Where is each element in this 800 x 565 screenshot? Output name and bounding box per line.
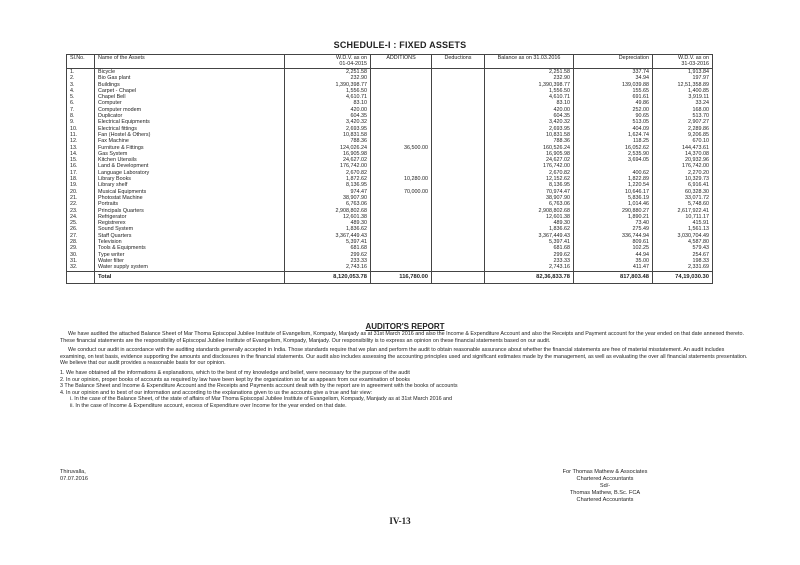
row-wdv-close: 20,932.96 xyxy=(653,157,713,163)
row-depreciation: 118.25 xyxy=(574,138,653,144)
row-slno: 18. xyxy=(67,176,95,182)
signatory-name: Thomas Mathew, B.Sc. FCA xyxy=(569,490,641,496)
row-name: Buildings xyxy=(95,82,285,88)
row-depreciation: 5,836.19 xyxy=(574,195,653,201)
row-balance: 5,397.41 xyxy=(485,239,574,245)
row-wdv-open: 1,390,398.77 xyxy=(285,82,371,88)
row-balance: 1,556.50 xyxy=(485,88,574,94)
row-deductions xyxy=(432,264,485,271)
row-name: Computer modem xyxy=(95,107,285,113)
row-wdv-open: 1,872.62 xyxy=(285,176,371,182)
row-wdv-open: 8,136.95 xyxy=(285,182,371,188)
row-balance: 12,601.38 xyxy=(485,214,574,220)
row-wdv-close: 144,473.61 xyxy=(653,145,713,151)
row-wdv-open: 24,627.02 xyxy=(285,157,371,163)
row-name: Fax Machine xyxy=(95,138,285,144)
table-row xyxy=(67,69,713,76)
row-wdv-close: 12,51,358.89 xyxy=(653,82,713,88)
row-slno: 3. xyxy=(67,82,95,88)
row-slno: 21. xyxy=(67,195,95,201)
row-wdv-close: 3,919.11 xyxy=(653,94,713,100)
row-balance: 10,831.58 xyxy=(485,132,574,138)
row-depreciation: 1,890.21 xyxy=(574,214,653,220)
row-balance: 2,670.82 xyxy=(485,170,574,176)
row-slno: 17. xyxy=(67,170,95,176)
report-item-1: 1. We have obtained all the informations & explanations, which to the best of my knowledge and belief, were necessary for the purpose of the audit xyxy=(60,369,410,376)
row-name: Electrical Equipments xyxy=(95,119,285,125)
row-wdv-close: 198.33 xyxy=(653,258,713,264)
row-slno: 8. xyxy=(67,113,95,119)
row-slno: 20. xyxy=(67,189,95,195)
row-depreciation: 49.86 xyxy=(574,100,653,106)
row-name: Water filter xyxy=(95,258,285,264)
date: 07.07.2016 xyxy=(60,476,88,482)
col-wdv-open: W.D.V. as on 01-04-2015 xyxy=(285,55,371,69)
col-deductions: Deductions xyxy=(432,55,485,69)
signature-block xyxy=(525,469,685,504)
row-slno: 10. xyxy=(67,126,95,132)
report-item-3: 3 The Balance Sheet and Income & Expenditure Account and the Receipts and Payments account dealt with by the report are in agreement with the books of accounts xyxy=(60,383,458,390)
row-balance: 2,908,802.68 xyxy=(485,208,574,214)
fixed-assets-table xyxy=(66,54,713,284)
row-balance: 2,251.58 xyxy=(485,69,574,76)
place-date xyxy=(60,469,88,483)
signatory-type: Chartered Accountants xyxy=(576,497,634,503)
row-additions xyxy=(371,69,432,76)
row-wdv-close: 2,289.86 xyxy=(653,126,713,132)
row-name: Gas System xyxy=(95,151,285,157)
row-name: Language Laboratory xyxy=(95,170,285,176)
firm-name: For Thomas Mathew & Associates xyxy=(562,469,648,475)
row-wdv-close: 579.43 xyxy=(653,245,713,251)
signed-mark: Sd/- xyxy=(599,483,611,489)
row-slno: 31. xyxy=(67,258,95,264)
col-wdv-close: W.D.V. as on 31-03-2016 xyxy=(653,55,713,69)
row-name: Principals Quarters xyxy=(95,208,285,214)
row-wdv-close: 415.91 xyxy=(653,220,713,226)
row-depreciation: 252.00 xyxy=(574,107,653,113)
row-wdv-open: 2,908,802.68 xyxy=(285,208,371,214)
report-paragraph-1: We have audited the attached Balance Sheet of Mar Thoma Episcopal Jubilee Institute of Evangelism, Kompady, Manjady as at 31st March 2016 and also the Income & Expenditure Account and also the Receipts and Payment account for the year ended on that date annexed thereto. These financial statements are the responsibility of Episcopal Jubilee Institute of Evangelism, Kompady, Manjady. Our responsibility is to express an opinion on these financial statements based on our audit. xyxy=(60,331,745,344)
row-depreciation: 513.05 xyxy=(574,119,653,125)
place: Thiruvalla, xyxy=(60,469,86,475)
row-balance: 299.62 xyxy=(485,252,574,258)
row-wdv-close: 513.70 xyxy=(653,113,713,119)
row-wdv-open: 1,556.50 xyxy=(285,88,371,94)
row-balance: 3,367,449.43 xyxy=(485,233,574,239)
row-wdv-open: 3,420.32 xyxy=(285,119,371,125)
row-name: Tools & Equipments xyxy=(95,245,285,251)
row-depreciation: 10,646.17 xyxy=(574,189,653,195)
report-item-4-i: i. In the case of the Balance Sheet, of the state of affairs of Mar Thoma Episcopal Jubilee Institute of Evangelism, Kompady, Manjady as at 31st March 2016 and xyxy=(70,396,453,403)
row-balance: 160,526.24 xyxy=(485,145,574,151)
row-name: Computer xyxy=(95,100,285,106)
row-depreciation: 809.61 xyxy=(574,239,653,245)
row-wdv-close: 10,329.73 xyxy=(653,176,713,182)
row-wdv-close: 176,742.00 xyxy=(653,163,713,169)
row-balance: 16,905.98 xyxy=(485,151,574,157)
row-balance: 70,974.47 xyxy=(485,189,574,195)
total-row xyxy=(67,271,713,283)
row-slno: 28. xyxy=(67,239,95,245)
report-title: AUDITOR'S REPORT xyxy=(365,322,445,331)
row-wdv-open: 2,251.58 xyxy=(285,69,371,76)
row-wdv-close: 2,270.20 xyxy=(653,170,713,176)
row-wdv-open: 1,836.62 xyxy=(285,226,371,232)
row-name: Sound System xyxy=(95,226,285,232)
row-slno: 19. xyxy=(67,182,95,188)
row-wdv-open: 788.36 xyxy=(285,138,371,144)
row-wdv-open: 124,026.24 xyxy=(285,145,371,151)
row-wdv-close: 33.24 xyxy=(653,100,713,106)
row-slno: 5. xyxy=(67,94,95,100)
total-balance: 82,36,833.78 xyxy=(485,271,574,283)
row-balance: 489.30 xyxy=(485,220,574,226)
col-additions: ADDITIONS xyxy=(371,55,432,69)
row-balance: 232.90 xyxy=(485,75,574,81)
row-balance: 3,420.32 xyxy=(485,119,574,125)
row-balance: 4,610.71 xyxy=(485,94,574,100)
row-additions xyxy=(371,264,432,271)
row-slno: 30. xyxy=(67,252,95,258)
row-slno: 11. xyxy=(67,132,95,138)
row-wdv-open: 3,367,449.43 xyxy=(285,233,371,239)
row-balance: 12,152.62 xyxy=(485,176,574,182)
row-slno: 15. xyxy=(67,157,95,163)
row-depreciation: 35.00 xyxy=(574,258,653,264)
row-depreciation: 3,694.05 xyxy=(574,157,653,163)
row-wdv-close: 14,370.08 xyxy=(653,151,713,157)
row-name: Portraits xyxy=(95,201,285,207)
row-wdv-open: 5,397.41 xyxy=(285,239,371,245)
row-wdv-open: 2,670.82 xyxy=(285,170,371,176)
row-balance: 1,836.62 xyxy=(485,226,574,232)
row-balance: 420.00 xyxy=(485,107,574,113)
row-balance: 38,907.90 xyxy=(485,195,574,201)
row-wdv-open: 974.47 xyxy=(285,189,371,195)
row-depreciation: 1,624.74 xyxy=(574,132,653,138)
row-slno: 9. xyxy=(67,119,95,125)
row-depreciation: 16,052.62 xyxy=(574,145,653,151)
row-name: Registrerex xyxy=(95,220,285,226)
row-wdv-close: 2,907.27 xyxy=(653,119,713,125)
row-wdv-close: 1,400.85 xyxy=(653,88,713,94)
report-item-4: 4. In our opinion and to best of our information and according to the explanations given to us the accounts give a true and fair view: xyxy=(60,389,372,396)
row-wdv-close: 9,206.85 xyxy=(653,132,713,138)
row-deductions xyxy=(432,69,485,76)
row-wdv-close: 670.10 xyxy=(653,138,713,144)
row-balance: 2,693.95 xyxy=(485,126,574,132)
row-wdv-open: 38,907.90 xyxy=(285,195,371,201)
row-name: Furniture & Fittings xyxy=(95,145,285,151)
row-wdv-close: 4,587.80 xyxy=(653,239,713,245)
row-balance: 1,390,398.77 xyxy=(485,82,574,88)
row-wdv-close: 5,748.60 xyxy=(653,201,713,207)
row-slno: 22. xyxy=(67,201,95,207)
total-label: Total xyxy=(95,271,285,283)
row-wdv-open: 489.30 xyxy=(285,220,371,226)
row-depreciation: 336,744.94 xyxy=(574,233,653,239)
row-wdv-close: 254.67 xyxy=(653,252,713,258)
row-wdv-open: 83.10 xyxy=(285,100,371,106)
col-balance: Balance as on 31.03.2016 xyxy=(485,55,574,69)
col-name: Name of the Assets xyxy=(95,55,285,69)
row-depreciation: 691.61 xyxy=(574,94,653,100)
row-additions: 36,500.00 xyxy=(371,145,432,151)
table-header-row xyxy=(67,55,713,69)
row-slno: 16. xyxy=(67,163,95,169)
row-depreciation: 1,014.46 xyxy=(574,201,653,207)
row-slno: 4. xyxy=(67,88,95,94)
col-slno: Sl.No. xyxy=(67,55,95,69)
row-slno: 2. xyxy=(67,75,95,81)
row-name: Refrigerator xyxy=(95,214,285,220)
row-wdv-open: 233.33 xyxy=(285,258,371,264)
row-slno: 6. xyxy=(67,100,95,106)
row-wdv-open: 299.62 xyxy=(285,252,371,258)
report-item-4-ii: ii. In the case of Income & Expenditure account, excess of Expenditure over Income for the year ended on that date. xyxy=(70,402,347,409)
row-balance: 788.36 xyxy=(485,138,574,144)
row-name: Bicycle xyxy=(95,69,285,76)
firm-type: Chartered Accountants xyxy=(576,476,634,482)
row-wdv-close: 10,711.17 xyxy=(653,214,713,220)
row-depreciation: 44.94 xyxy=(574,252,653,258)
row-name: Bio Gas plant xyxy=(95,75,285,81)
table-row xyxy=(67,264,713,271)
auditors-report xyxy=(60,322,750,410)
row-additions: 10,280.00 xyxy=(371,176,432,182)
row-wdv-open: 6,763.06 xyxy=(285,201,371,207)
row-name: Photostat Machine xyxy=(95,195,285,201)
row-depreciation: 2,535.90 xyxy=(574,151,653,157)
row-name: Type writer xyxy=(95,252,285,258)
row-wdv-close: 168.00 xyxy=(653,107,713,113)
row-depreciation: 1,220.54 xyxy=(574,182,653,188)
row-slno: 29. xyxy=(67,245,95,251)
row-wdv-close: 33,071.72 xyxy=(653,195,713,201)
row-balance: 24,627.02 xyxy=(485,157,574,163)
row-name: Water supply system xyxy=(95,264,285,271)
row-slno: 23. xyxy=(67,208,95,214)
row-depreciation: 400.62 xyxy=(574,170,653,176)
row-slno: 26. xyxy=(67,226,95,232)
row-wdv-close: 6,916.41 xyxy=(653,182,713,188)
row-slno: 14. xyxy=(67,151,95,157)
row-wdv-close: 1,561.13 xyxy=(653,226,713,232)
row-balance: 233.33 xyxy=(485,258,574,264)
row-wdv-close: 60,328.30 xyxy=(653,189,713,195)
row-slno: 27. xyxy=(67,233,95,239)
row-slno: 32. xyxy=(67,264,95,271)
row-name: Chapel Bell xyxy=(95,94,285,100)
row-wdv-close: 1,913.84 xyxy=(653,69,713,76)
row-wdv-open: 232.90 xyxy=(285,75,371,81)
row-slno: 24. xyxy=(67,214,95,220)
row-wdv-close: 2,331.69 xyxy=(653,264,713,271)
row-depreciation: 90.65 xyxy=(574,113,653,119)
row-wdv-open: 2,693.95 xyxy=(285,126,371,132)
row-wdv-close: 3,030,704.49 xyxy=(653,233,713,239)
row-name: Land & Development xyxy=(95,163,285,169)
row-name: Fan (Hostel & Others) xyxy=(95,132,285,138)
row-wdv-close: 2,617,922.41 xyxy=(653,208,713,214)
row-depreciation: 73.40 xyxy=(574,220,653,226)
row-wdv-open: 10,831.58 xyxy=(285,132,371,138)
row-slno: 25. xyxy=(67,220,95,226)
page-number: IV-13 xyxy=(389,516,411,526)
report-item-2: 2. In our opinion, proper books of accounts as required by law have been kept by the organization so far as appears from our examination of books xyxy=(60,376,411,383)
row-slno: 1. xyxy=(67,69,95,76)
row-wdv-open: 12,601.38 xyxy=(285,214,371,220)
row-balance: 2,743.16 xyxy=(485,264,574,271)
report-paragraph-2: We conduct our audit in accordance with the auditing standards generally accepted in India. Those standards require that we plan and perform the audit to obtain reasonable assurance about whether the financial statements are free of material misstatement. An audit includes examining, on test basis, evidence supporting the amounts and disclosures in the financial statements. Our audit also includes assessing the accounting principles used and significant estimates made by the management, as well as evaluating the over all financial statements presentation. We believe that our audit provides a reasonable basis for our opinion. xyxy=(60,347,748,367)
row-name: Musical Equipments xyxy=(95,189,285,195)
row-additions: 70,000.00 xyxy=(371,189,432,195)
row-slno: 12. xyxy=(67,138,95,144)
col-depreciation: Depreciation xyxy=(574,55,653,69)
total-wdv-close: 74,19,030.30 xyxy=(653,271,713,283)
row-name: Electrical fittings xyxy=(95,126,285,132)
row-balance: 176,742.00 xyxy=(485,163,574,169)
total-deductions xyxy=(432,271,485,283)
row-depreciation: 34.94 xyxy=(574,75,653,81)
row-name: Carpet - Chapel xyxy=(95,88,285,94)
total-depreciation: 817,803.48 xyxy=(574,271,653,283)
row-name: Kitchen Utensils xyxy=(95,157,285,163)
row-name: Television xyxy=(95,239,285,245)
row-wdv-open: 681.68 xyxy=(285,245,371,251)
row-depreciation: 404.09 xyxy=(574,126,653,132)
row-depreciation: 337.74 xyxy=(574,69,653,76)
row-balance: 83.10 xyxy=(485,100,574,106)
row-name: Duplicator xyxy=(95,113,285,119)
row-balance: 8,136.95 xyxy=(485,182,574,188)
schedule-title: SCHEDULE-I : FIXED ASSETS xyxy=(333,40,467,50)
row-name: Staff Quarters xyxy=(95,233,285,239)
row-depreciation: 139,039.88 xyxy=(574,82,653,88)
row-wdv-open: 420.00 xyxy=(285,107,371,113)
row-balance: 604.35 xyxy=(485,113,574,119)
row-wdv-open: 4,610.71 xyxy=(285,94,371,100)
row-depreciation: 411.47 xyxy=(574,264,653,271)
row-name: Library shelf xyxy=(95,182,285,188)
row-wdv-open: 16,905.98 xyxy=(285,151,371,157)
row-wdv-open: 604.35 xyxy=(285,113,371,119)
row-wdv-open: 2,743.16 xyxy=(285,264,371,271)
row-wdv-close: 197.97 xyxy=(653,75,713,81)
row-slno: 7. xyxy=(67,107,95,113)
total-additions: 116,780.00 xyxy=(371,271,432,283)
row-depreciation: 275.49 xyxy=(574,226,653,232)
row-depreciation: 102.25 xyxy=(574,245,653,251)
row-balance: 681.68 xyxy=(485,245,574,251)
row-balance: 6,763.06 xyxy=(485,201,574,207)
row-slno: 13. xyxy=(67,145,95,151)
row-depreciation: 290,880.27 xyxy=(574,208,653,214)
row-wdv-open: 176,742.00 xyxy=(285,163,371,169)
row-depreciation: 1,822.89 xyxy=(574,176,653,182)
total-wdv-open: 8,120,053.78 xyxy=(285,271,371,283)
row-name: Library Books xyxy=(95,176,285,182)
row-depreciation: 155.65 xyxy=(574,88,653,94)
